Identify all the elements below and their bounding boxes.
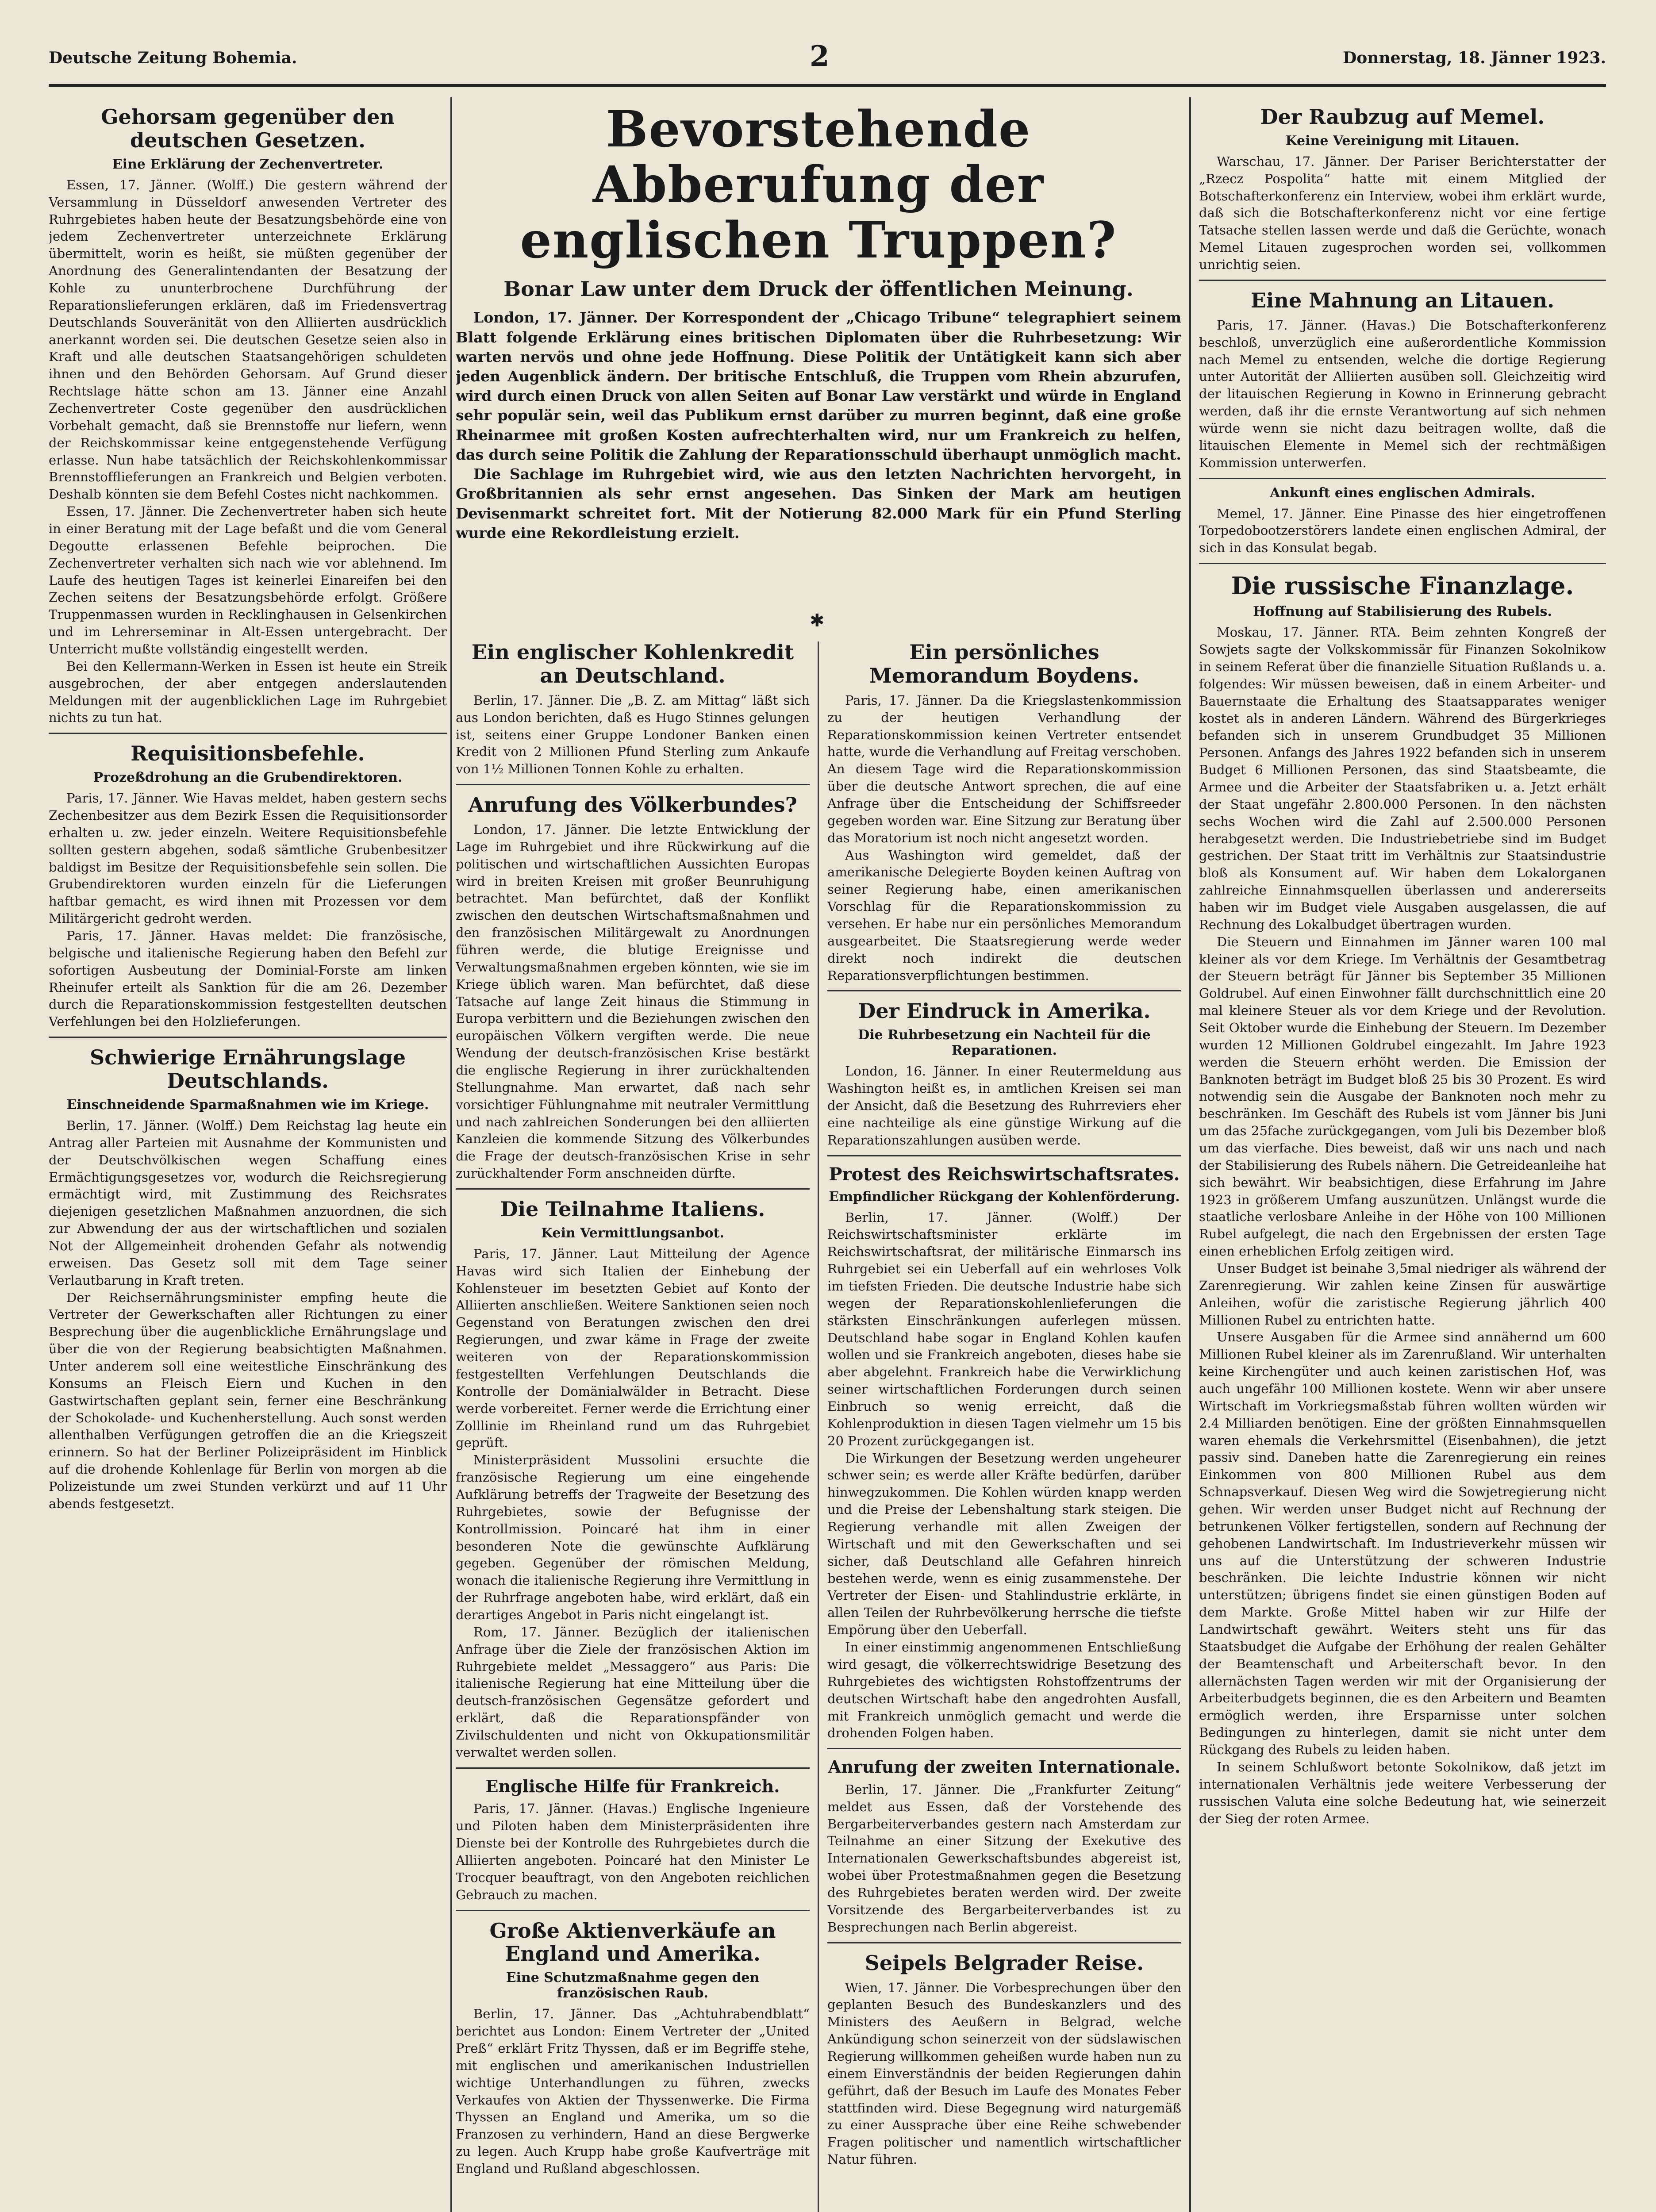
article-text: Essen, 17. Jänner. (Wolff.) Die gestern während der Versammlung in Düsseldorf anwesenden Vertreter des Ruhrgebietes haben heute der Besatzungsbehörde eine von jedem Zechenvertreter unterzeichnete Erklärung übermittelt, worin es heißt, sie müßten gegenüber der Anordnung des Generalintendanten der Besatzung der Kohle zu ununterbrochene Durchführung der Reparationslieferungen erklären, daß im Friedensvertrag Deutschlands Souveränität von den Alliierten ausdrücklich anerkannt worden sei. Die deutschen Gesetze seien also in Kraft und alle deutschen Staatsangehörigen schuldeten ihnen und den Behörden Gehorsam. Auf Grund dieser Rechtslage hätte schon am 13. Jänner eine Anzahl Zechenvertreter Coste gegenüber den ausdrücklichen Vorbehalt gemacht, daß sie Brennstoffe nur liefern, wenn der Reichskommissar keine entgegenstehende Verfügung erlasse. Nun habe tatsächlich der Reichskohlenkommissar Brennstofflieferungen an Frankreich und Belgien verboten. Deshalb könnten sie dem Befehl Costes nicht nachkommen. <box>49 177 447 502</box>
article-title: Anrufung des Völkerbundes? <box>468 793 797 817</box>
article-text: Unsere Ausgaben für die Armee sind annähernd um 600 Millionen Rubel kleiner als im Zarenrußland. Wir unterhalten keine Kirchengüter und auch keinen zaristischen Hof, was auch ungefähr 100 Millionen kostete. Wenn wir aber unsere Wirtschaft im Vorkriegsmaßstab führen wollten würden wir 2.4 Milliarden benötigen. Eine der größten Einnahmsquellen waren ehemals die Verkehrsmittel (Eisenbahnen), die jetzt passiv sind. Daneben hatte die Zarenregierung ein reines Einkommen von 800 Millionen Rubel aus dem Schnapsverkauf. Diesen Weg wird die Sowjetregierung nicht gehen. Wir werden unser Budget nicht auf Rechnung der betrunkenen Völker fertigstellen, sondern auf Rechnung der gehobenen Landwirtschaft. Im Industrieverkehr müssen wir uns auf die Unterstützung der schweren Industrie beschränken. Die leichte Industrie können wir nicht unterstützen; übrigens findet sie einen günstigen Boden auf dem Markte. Große Mittel haben wir zur Hilfe der Landwirtschaft gewährt. Weiters steht uns für das Staatsbudget die Aufgabe der Erhöhung der realen Gehälter der Beamtenschaft und Arbeiterschaft bevor. In den allernächsten Tagen werden wir mit der Organisierung der Arbeiterbudgets beginnen, die es den Arbeitern und Beamten ermöglich werden, ihre Ersparnisse unter solchen Bedingungen zu hinterlegen, damit sie nicht unter dem Rückgang des Rubels zu leiden haben. <box>1199 1329 1606 1758</box>
separator <box>827 1155 1181 1156</box>
separator <box>49 1037 447 1038</box>
separator <box>1199 478 1606 479</box>
article-text: Ministerpräsident Mussolini ersuchte die französische Regierung um eine eingehende Aufklärung betreffs der Tragweite der Besetzung des Ruhrgebietes, sowie der Befugnisse der Kontrollmission. Poincaré hat ihm in einer besonderen Note die gewünschte Aufklärung gegeben. Gegenüber der römischen Meldung, wonach die italienische Regierung ihre Vermittlung in der Ruhrfrage angeboten habe, wird erklärt, daß ein derartiges Angebot in Paris nicht eingelangt ist. <box>456 1452 810 1622</box>
article-text: Wien, 17. Jänner. Die Vorbesprechungen über den geplanten Besuch des Bundeskanzlers und des Ministers des Aeußern in Belgrad, welche Ankündigung schon seinerzeit von der südslawischen Regierung willkommen geheißen wurde haben nun zu einem Einverständnis der beiden Regierungen dahin geführt, daß der Besuch im Laufe des Monates Feber stattfinden wird. Diese Begegnung wird naturgemäß zu einer Aussprache über eine Reihe schwebender Fragen politischer und namentlich wirtschaftlicher Natur führen. <box>827 1980 1181 2167</box>
article-title: Der Raubzug auf Memel. <box>1260 105 1545 129</box>
article-text: Die Wirkungen der Besetzung werden ungeheurer schwer sein; es werde aller Kräfte bedürfen, darüber hinwegzukommen. Die Kohlen würden knapp werden und die Preise der Lebenshaltung stark steigen. Die Regierung verhandle mit allen Zweigen der Wirtschaft und mit den Gewerkschaften und sei sicher, daß Deutschland alle Gefahren hinreich bestehen werde, wenn es einig zusammenstehe. Der Vertreter der Eisen- und Stahlindustrie erklärte, in allen Teilen der Ruhrbevölkerung herrsche die tiefste Empörung über den Ueberfall. <box>827 1450 1181 1638</box>
article-title: Requisitionsbefehle. <box>131 741 365 766</box>
separator <box>456 1910 810 1911</box>
article-subtitle: Keine Vereinigung mit Litauen. <box>1285 133 1520 149</box>
article-text: Berlin, 17. Jänner. Die „Frankfurter Zeitung“ meldet aus Essen, daß der Vorstehende des Bergarbeiterverbandes gestern nach Amsterdam zur Teilnahme an einer Sitzung der Exekutive des Internationalen Gewerkschaftsbundes abgereist ist, wobei über Protestmaßnahmen gegen die Besetzung des Ruhrgebietes beraten werden wird. Der zweite Vorsitzende des Bergarbeiterverbandes ist zu Besprechungen nach Berlin abgereist. <box>827 1782 1181 1935</box>
article-title: Der Eindruck in Amerika. <box>858 999 1151 1023</box>
article-subtitle: Kein Vermittlungsanbot. <box>541 1225 724 1241</box>
separator <box>827 1942 1181 1943</box>
article-text: Essen, 17. Jänner. Die Zechenvertreter haben sich heute in einer Beratung mit der Lage befaßt und die vom General Degoutte erlassenen Befehle beiprochen. Die Zechenvertreter verhalten sich nach wie vor ablehnend. Im Laufe des heutigen Tages ist keinerlei Einareifen bei den Zechen seitens der Besatzungsbehörde erfolgt. Größere Truppenmassen wurden in Recklinghausen in Gelsenkirchen und im Lehrerseminar in Alt-Essen untergebracht. Der Unterricht mußte vollständig eingestellt werden. <box>49 504 447 657</box>
article-subtitle: Prozeßdrohung an die Grubendirektoren. <box>93 770 403 786</box>
separator <box>456 1188 810 1190</box>
article-text: Die Steuern und Einnahmen im Jänner waren 100 mal kleiner als vor dem Kriege. Im Verhältnis der Gesamtbetrag der Steuern beträgt für Jänner bis September 35 Millionen Goldrubel. Auf einen Einwohner fällt durchschnittlich eine 20 mal kleinere Steuer als vor dem Kriege und der Revolution. Seit Oktober wurde die Einhebung der Steuern. Im Dezember wurden 12 Millionen Goldrubel eingezahlt. Im Jahre 1923 werden die Steuern erhöht werden. Die Emission der Banknoten beträgt im Budget bloß 25 bis 30 Prozent. Es wird notwendig sein die Ausgabe der Banknoten noch mehr zu beschränken. Im Geschäft des Rubels ist vom Jänner bis Juni um das 25fache zurückgegangen, vom Juli bis Dezember bloß um das vierfache. Dies beweist, daß wir uns nach und nach der Stabilisierung des Rubels nähern. Die Getreideanleihe hat sich bewährt. Wir beabsichtigen, diese Erfahrung im Jahre 1923 in größerem Umfang auszunützen. Unlängst wurde die staatliche verlosbare Anleihe in der Höhe von 100 Millionen Rubel aufgelegt, die nach den Ergebnissen der ersten Tage einen erheblichen Erfolg zeitigen wird. <box>1199 934 1606 1259</box>
article-text: In seinem Schlußwort betonte Sokolnikow, daß jetzt im internationalen Verhältnis jede weitere Verbesserung der russischen Valuta eine solche Bedeutung hat, wie seinerzeit der Sieg der roten Armee. <box>1199 1759 1606 1826</box>
article-text: Paris, 17. Jänner. Havas meldet: Die französische, belgische und italienische Regierung haben den Befehl zur sofortigen Ausbeutung der Dominial-Forste am linken Rheinufer erteilt als Sanktion für die am 26. Dezember durch die Reparationskommission festgestellten deutschen Verfehlungen bei den Holzlieferungen. <box>49 928 447 1029</box>
article-text: Paris, 17. Jänner. Da die Kriegslastenkommission zu der heutigen Verhandlung der Reparationskommission keinen Vertreter entsendet hatte, wurde die Verhandlung auf Freitag verschoben. An diesem Tage wird die Reparationskommission über die deutsche Antwort sprechen, die auf eine Anfrage über die Entscheidung der Schiffsreeder gegeben worden war. Eine Sitzung zur Beratung über das Moratorium ist noch nicht angesetzt worden. <box>827 692 1181 845</box>
article-text: Berlin, 17. Jänner. (Wolff.) Der Reichswirtschaftsminister erklärte im Reichswirtschaftsrat, der militärische Einmarsch ins Ruhrgebiet sei ein Ueberfall auf ein wehrloses Volk im tiefsten Frieden. Die deutsche Industrie habe sich wegen der Reparationskohlenlieferungen die stärksten Einschränkungen auferlegen müssen. Deutschland habe sogar in England Kohlen kaufen wollen und sie Frankreich angeboten, dieses habe sie aber abgelehnt. Frankreich habe die Verwirklichung seiner wirtschaftlichen Forderungen durch seinen Einbruch so wenig erreicht, daß die Kohlenproduktion in diesen Tagen vielmehr um 15 bis 20 Prozent zurückgegangen ist. <box>827 1210 1181 1448</box>
article-title: Gehorsam gegenüber den deutschen Gesetzen. <box>101 105 395 152</box>
separator <box>827 990 1181 991</box>
article-title: Seipels Belgrader Reise. <box>865 1951 1144 1975</box>
article-title: Große Aktienverkäufe an England und Amerika. <box>489 1918 776 1966</box>
column-center <box>456 97 1181 2212</box>
article-text: Paris, 17. Jänner. (Havas.) Englische Ingenieure und Piloten haben dem Ministerpräsidenten ihre Dienste bei der Kontrolle des Ruhrgebietes durch die Alliierten angeboten. Poincaré hat den Minister Le Trocquer beauftragt, von den Angeboten reichlichen Gebrauch zu machen. <box>456 1801 810 1902</box>
article-text: In einer einstimmig angenommenen Entschließung wird gesagt, die völkerrechtswidrige Besetzung des Ruhrgebietes des wichtigsten Rohstoffzentrums der deutschen Wirtschaft habe den angedrohten Ausfall, mit Frankreich unmöglich gemacht und werde die drohenden Folgen haben. <box>827 1640 1181 1741</box>
article-subtitle: Einschneidende Sparmaßnahmen wie im Kriege. <box>66 1097 429 1113</box>
article-text: Rom, 17. Jänner. Bezüglich der italienischen Anfrage über die Ziele der französischen Aktion im Ruhrgebiete meldet „Messaggero“ aus Paris: Die italienische Regierung hat eine Mitteilung über die deutsch-französischen Gegensätze gefordert und erklärt, daß die Reparationspfänder von Zivilschuldenten und nicht von Okkupationsmilitär verwaltet werden sollen. <box>456 1624 810 1760</box>
article-subtitle: Eine Schutzmaßnahme gegen den französischen Raub. <box>506 1970 760 2001</box>
column-divider <box>818 641 819 2212</box>
article-text: Paris, 17. Jänner. Laut Mitteilung der Agence Havas wird sich Italien der Einhebung der Kohlensteuer im besetzten Gebiet auf Konto der Alliierten anschließen. Weitere Sanktionen seien noch Gegenstand von Beratungen zwischen den drei Regierungen, und zwar käme in Frage der zweite weiteren von der Reparationskommission festgestellten Verfehlungen Deutschlands die Kontrolle der Domänialwälder in Betracht. Diese werde vorbereitet. Ferner werde die Errichtung einer Zolllinie im Rheinland rund um das Ruhrgebiet geprüft. <box>456 1246 810 1451</box>
article-title: Ankunft eines englischen Admirals. <box>1270 485 1535 501</box>
separator <box>456 784 810 785</box>
article-text: Berlin, 17. Jänner. Die „B. Z. am Mittag“ läßt sich aus London berichten, daß es Hugo Stinnes gelungen ist, seitens einer Gruppe Londoner Banken einen Kredit von 2 Millionen Pfund Sterling zum Ankaufe von 1½ Millionen Tonnen Kohle zu erhalten. <box>456 692 810 777</box>
article-subtitle: Empfindlicher Rückgang der Kohlenförderung. <box>829 1189 1180 1205</box>
main-deck: Bonar Law unter dem Druck der öffentlichen Meinung. <box>503 277 1133 301</box>
article-text: Der Reichsernährungsminister empfing heute die Vertreter der Gewerkschaften aller Richtungen zu einer Besprechung über die augenblickliche Ernährungslage und über die von der Regierung beabsichtigten Maßnahmen. Unter anderem soll eine weitestliche Einschränkung des Konsums an Fleisch Eiern und Kuchen in den Gastwirtschaften geplant sein, ferner eine Beschränkung der Schokolade- und Kuchenherstellung. Auch sonst werden allenthalben Verfügungen getroffen die an die Kriegszeit erinnern. So hat der Berliner Polizeipräsident im Hinblick auf die drohende Kohlenlage für Berlin von morgen ab die Polizeistunde um zwei Stunden verkürzt und auf 11 Uhr abends festgesetzt. <box>49 1290 447 1511</box>
article-title: Ein englischer Kohlenkredit an Deutschland. <box>471 640 794 687</box>
separator <box>1199 563 1606 564</box>
lead-text: London, 17. Jänner. Der Korrespondent der „Chicago Tribune“ telegraphiert seinem Blatt folgende Erklärung eines britischen Diplomaten über die Ruhrbesetzung: Wir warten nervös und ohne jede Hoffnung. Diese Politik der Untätigkeit kann sich aber jeden Augenblick ändern. Der britische Entschluß, die Truppen vom Rhein abzurufen, wird durch einen Druck von allen Seiten auf Bonar Law verstärkt und würde in England sehr populär sein, weil das Publikum ernst darüber zu murren beginnt, daß eine große Rheinarmee mit großen Kosten aufrechterhalten wird, nur um Frankreich zu helfen, das durch seine Politik die Zahlung der Reparationsschuld überhaupt unmöglich macht. <box>456 309 1181 463</box>
article-title: Anrufung der zweiten Internationale. <box>828 1757 1181 1777</box>
subcolumn-right <box>827 633 1181 2168</box>
article-title: Eine Mahnung an Litauen. <box>1250 288 1555 312</box>
article-subtitle: Die Ruhrbesetzung ein Nachteil für die Reparationen. <box>858 1027 1151 1059</box>
article-text: Paris, 17. Jänner. (Havas.) Die Botschafterkonferenz beschloß, unverzüglich eine außerordentliche Kommission nach Memel zu entsenden, welche die dortige Regierung unter Autorität der Alliierten ausüben soll. Gleichzeitig wird der litauischen Regierung in Kowno in Erinnerung gebracht werden, daß ihr die ernste Verantwortung auf sich nehmen würde wenn sie nicht dazu beitragen wollte, daß die litauischen Elemente in Memel sich der rechtmäßigen Kommission unterwerfen. <box>1199 317 1606 470</box>
running-header <box>49 31 1606 87</box>
article-text: London, 16. Jänner. In einer Reutermeldung aus Washington heißt es, in amtlichen Kreisen sei man der Ansicht, daß die Besetzung des Ruhrreviers eher eine nachteilige als eine günstige Wirkung auf die Reparationszahlungen ausüben werde. <box>827 1064 1181 1148</box>
article-text: Paris, 17. Jänner. Wie Havas meldet, haben gestern sechs Zechenbesitzer aus dem Bezirk Essen die Requisitionsorder erhalten u. zw. jeder einzeln. Weitere Requisitionsbefehle sollten gestern abgehen, sodaß sämtliche Grubenbesitzer baldigst im Besitze der Requisitionsbefehle sein sollen. Die Grubendirektoren wurden einzeln für die Lieferungen haftbar gemacht, es wird ihnen mit Prozessen vor dem Militärgericht gedroht werden. <box>49 791 447 926</box>
main-headline: Bevorstehende Abberufung der englischen Truppen? <box>520 100 1117 269</box>
article-title: Englische Hilfe für Frankreich. <box>485 1776 780 1796</box>
article-title: Ein persönliches Memorandum Boydens. <box>869 640 1140 687</box>
article-title: Schwierige Ernährungslage Deutschlands. <box>89 1045 406 1093</box>
article-text: Warschau, 17. Jänner. Der Pariser Berichterstatter der „Rzecz Pospolita“ hatte mit einem Mitglied der Botschafterkonferenz ein Interview, wobei ihm erklärt wurde, daß sich die Botschafterkonferenz nicht vor eine fertige Tatsache stellen lassen werde und daß die Gerüchte, wonach Memel Litauen zugesprochen worden sei, vollkommen unrichtig seien. <box>1199 154 1606 273</box>
article-text: Unser Budget ist beinahe 3,5mal niedriger als während der Zarenregierung. Wir zahlen keine Zinsen für auswärtige Anleihen, wofür die zaristische Regierung jährlich 400 Millionen Rubel zu entrichten hatte. <box>1199 1261 1606 1328</box>
article-text: Moskau, 17. Jänner. RTA. Beim zehnten Kongreß der Sowjets sagte der Volkskommissär für Finanzen Sokolnikow in seinem Referat über die finanzielle Situation Rußlands u. a. folgendes: Wir müssen beweisen, daß in einem Arbeiter- und Bauernstaate die Erhaltung des Staatsapparates weniger kostet als in anderen Ländern. Während des Bürgerkrieges befanden sich in unserem Grundbudget 35 Millionen Personen. Anfangs des Jahres 1922 befanden sich in unserem Budget 6 Millionen Personen, das sind Staatsbeamte, die Armee und die Arbeiter der Staatsfabriken u. a. Jetzt erhält der Staat ungefähr 2.800.000 Personen. In den nächsten sechs Wochen wird die Zahl auf 2.500.000 Personen herabgesetzt werden. Die Industriebetriebe sind im Budget gestrichen. Der Staat tritt im Verhältnis zur Staatsindustrie bloß als Konsument auf. Wir haben dem Lokalorganen zahlreiche Einnahmsquellen überlassen und andererseits haben wir im Budget viele Ausgaben ausgelassen, die auf Rechnung des Lokalbudget übertragen wurden. <box>1199 625 1606 932</box>
newspaper-name: Deutsche Zeitung Bohemia. <box>49 49 297 67</box>
article-title: Protest des Reichswirtschaftsrates. <box>829 1164 1180 1185</box>
column-divider <box>1189 97 1191 2212</box>
separator <box>1199 280 1606 281</box>
column-left <box>49 97 447 2212</box>
article-text: Berlin, 17. Jänner. (Wolff.) Dem Reichstag lag heute ein Antrag aller Parteien mit Ausnahme der Kommunisten und der Deutschvölkischen wegen Schaffung eines Ermächtigungsgesetzes vor, wodurch die Reichsregierung ermächtigt wird, mit Zustimmung des Reichsrates diejenigen gesetzlichen Maßnahmen anzuordnen, die sich zur Abwendung der aus der wirtschaftlichen und sozialen Not der Allgemeinheit drohenden Gefahr als notwendig erweisen. Das Gesetz soll mit dem Tage seiner Verlautbarung in Kraft treten. <box>49 1118 447 1288</box>
article-subtitle: Hoffnung auf Stabilisierung des Rubels. <box>1253 604 1552 620</box>
ornament: ✱ <box>810 611 825 631</box>
column-divider <box>450 97 452 2212</box>
issue-date: Donnerstag, 18. Jänner 1923. <box>1343 49 1606 67</box>
lead-text: Die Sachlage im Ruhrgebiet wird, wie aus den letzten Nachrichten hervorgeht, in Großbritannien als sehr ernst angesehen. Das Sinken der Mark am heutigen Devisenmarkt schreitet fort. Mit der Notierung 82.000 Mark für ein Pfund Sterling wurde eine Rekordleistung erzielt. <box>456 465 1181 541</box>
article-text: Aus Washington wird gemeldet, daß der amerikanische Delegierte Boyden keinen Auftrag von seiner Regierung habe, einen amerikanischen Vorschlag für die Reparationskommission zu versehen. Er habe nur ein persönliches Memorandum ausgearbeitet. Die Staatsregierung werde weder direkt noch indirekt die deutschen Reparationsverpflichtungen bestimmen. <box>827 847 1181 983</box>
column-right <box>1199 97 1606 2212</box>
subcolumn-left <box>456 633 810 2177</box>
article-text: London, 17. Jänner. Die letzte Entwicklung der Lage im Ruhrgebiet und ihre Rückwirkung auf die politischen und wirtschaftlichen Aussichten Europas wird in breiten Kreisen mit großer Beunruhigung betrachtet. Man befürchtet, daß der Konflikt zwischen den deutschen Wirtschaftsmaßnahmen und den französischen Militärgewalt zu Anordnungen führen werde, die blutige Ereignisse und Verwaltungsmaßnahmen ergeben könnten, wie sie im Kriege üblich waren. Man befürchtet, daß diese Tatsache auf lange Zeit hinaus die Stimmung in Europa verbittern und die Beziehungen zwischen den europäischen Völkern vergiften werde. Die neue Wendung der deutsch-französischen Krise bestärkt die englische Regierung in ihrer zurückhaltenden Stellungnahme. Man erwartet, daß nach sehr vorsichtiger Fühlungnahme mit neutraler Vermittlung und nach zahlreichen Sonderungen bei den alliierten Kanzleien die kommende Sitzung des Völkerbundes die Frage der deutsch-französischen Krise in sehr zurückhaltender Form anschneiden dürfte. <box>456 822 810 1181</box>
article-text: Bei den Kellermann-Werken in Essen ist heute ein Streik ausgebrochen, der aber entgegen anderslautenden Meldungen mit der augenblicklichen Lage im Ruhrgebiet nichts zu tun hat. <box>49 658 447 726</box>
article-text: Memel, 17. Jänner. Eine Pinasse des hier eingetroffenen Torpedobootzerstörers landete einen englischen Admiral, der sich in das Konsulat begab. <box>1199 506 1606 556</box>
separator <box>827 1748 1181 1749</box>
article-title: Die russische Finanzlage. <box>1231 572 1574 600</box>
separator <box>456 1767 810 1769</box>
page-number: 2 <box>810 40 830 73</box>
article-subtitle: Eine Erklärung der Zechenvertreter. <box>112 156 384 172</box>
separator <box>49 733 447 734</box>
article-title: Die Teilnahme Italiens. <box>500 1197 765 1221</box>
newspaper-page <box>49 31 1606 2212</box>
article-text: Berlin, 17. Jänner. Das „Achtuhrabendblatt“ berichtet aus London: Einem Vertreter der „United Preß“ erklärt Fritz Thyssen, daß er im Begriffe stehe, mit englischen und amerikanischen Industriellen wichtige Unterhandlungen zu führen, zwecks Verkaufes von Aktien der Thyssenwerke. Die Firma Thyssen an England und Amerika, um so die Franzosen zu verhindern, Hand an diese Bergwerke zu legen. Auch Krupp habe große Kaufverträge mit England und Rußland abgeschlossen. <box>456 2006 810 2177</box>
